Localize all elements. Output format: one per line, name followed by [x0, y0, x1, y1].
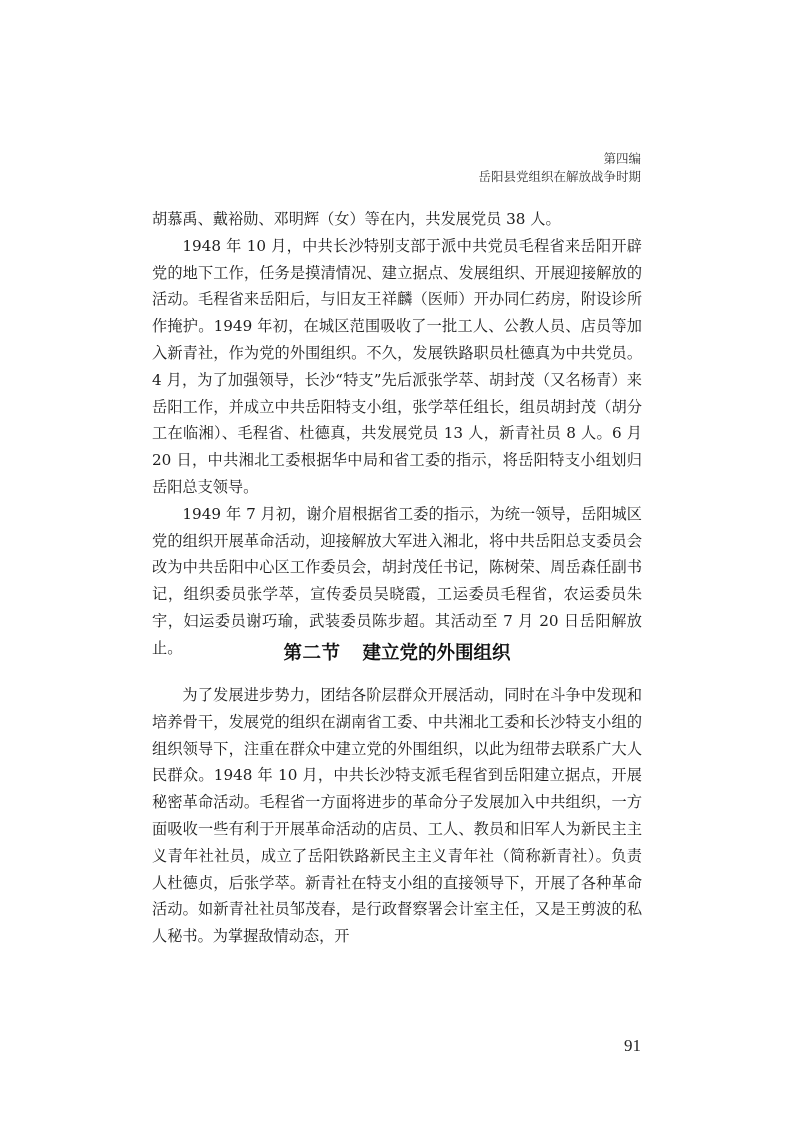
- paragraph-1948-october: 1948 年 10 月，中共长沙特别支部于派中共党员毛程省来岳阳开辟党的地下工作，任务是摸清情况、建立据点、发展组织、开展迎接解放的活动。毛程省来岳阳后，与旧友王祥麟（医师）开办同仁药房，附设诊所作掩护。1949 年初，在城区范围吸收了一批工人、公教人员、店员等加入新青社，作为党的外围组织。不久，发展铁路职员杜德真为中共党员。4 月，为了加强领导，长沙“特支”先后派张学萃、胡封茂（又名杨青）来岳阳工作，并成立中共岳阳特支小组，张学萃任组长，组员胡封茂（胡分工在临湘）、毛程省、杜德真，共发展党员 13 人，新青社员 8 人。6 月 20 日，中共湘北工委根据华中局和省工委的指示，将岳阳特支小组划归岳阳总支领导。: [152, 236, 642, 496]
- paragraph-continuation: 胡慕禹、戴裕勋、邓明辉（女）等在内，共发展党员 38 人。: [152, 210, 561, 228]
- paragraph-1949-july: 1949 年 7 月初，谢介眉根据省工委的指示，为统一领导，岳阳城区党的组织开展革命活动，迎接解放大军进入湘北，将中共岳阳总支委员会改为中共岳阳中心区工作委员会，胡封茂任书记，陈树荣、周岳森任副书记，组织委员张学萃，宣传委员吴晓霞，工运委员毛程省，农运委员朱宇，妇运委员谢巧瑜，武装委员陈步超。其活动至 7 月 20 日岳阳解放止。: [152, 504, 642, 657]
- running-head-title: 岳阳县党组织在解放战争时期: [478, 169, 641, 184]
- page-number: 91: [624, 1036, 641, 1055]
- running-head-part: 第四编: [603, 151, 641, 166]
- section-label: 第二节: [283, 643, 341, 664]
- body-text-bottom: [152, 682, 642, 950]
- paragraph-peripheral-organization: 为了发展进步势力，团结各阶层群众开展活动，同时在斗争中发现和培养骨干，发展党的组织在湖南省工委、中共湘北工委和长沙特支小组的组织领导下，注重在群众中建立党的外围组织，以此为纽带去联系广大人民群众。1948 年 10 月，中共长沙特支派毛程省到岳阳建立据点，开展秘密革命活动。毛程省一方面将进步的革命分子发展加入中共组织，一方面吸收一些有利于开展革命活动的店员、工人、教员和旧军人为新民主主义青年社社员，成立了岳阳铁路新民主主义青年社（简称新青社）。负责人杜德贞，后张学萃。新青社在特支小组的直接领导下，开展了各种革命活动。如新青社社员邹茂春，是行政督察署会计室主任，又是王剪波的私人秘书。为掌握敌情动态，开: [152, 686, 642, 946]
- body-text-top: [152, 206, 642, 662]
- running-head: [478, 150, 641, 186]
- section-title: 建立党的外围组织: [362, 643, 511, 664]
- section-heading: [152, 640, 642, 668]
